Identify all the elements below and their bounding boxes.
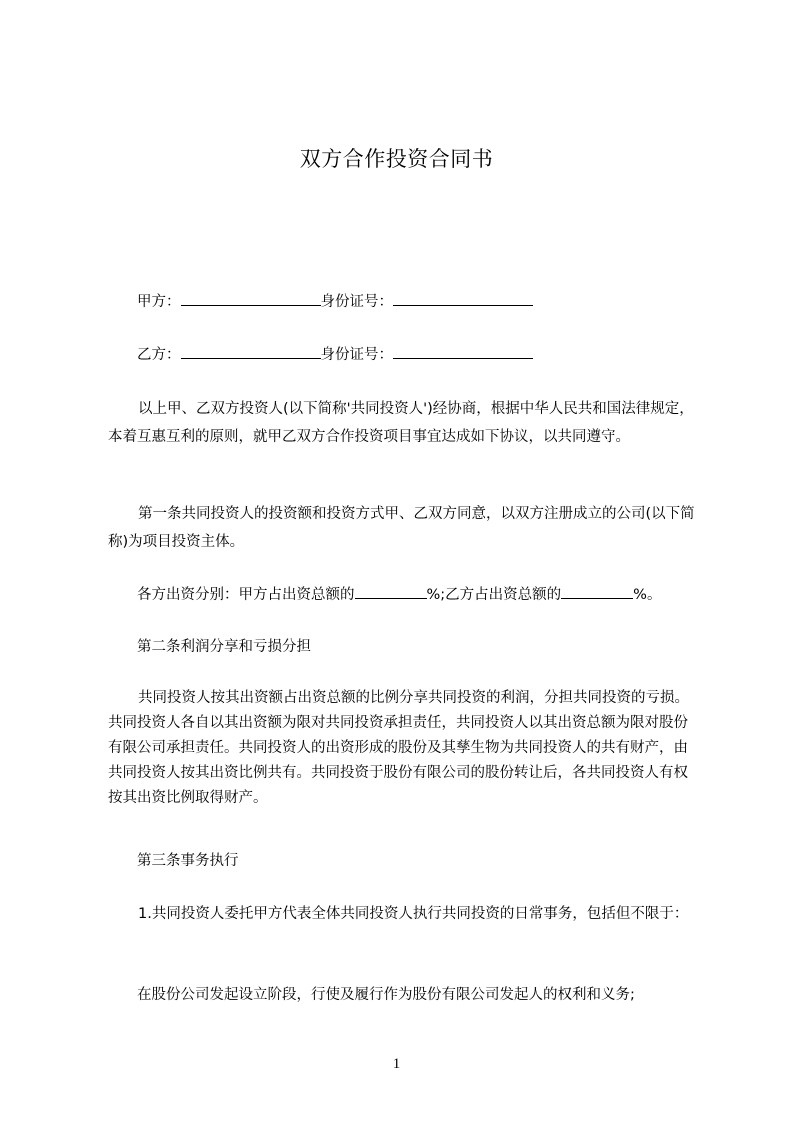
intro-paragraph: 以上甲、乙双方投资人(以下简称'共同投资人')经协商，根据中华人民共和国法律规定，本着互惠互利的原则，就甲乙双方合作投资项目事宜达成如下协议，以共同遵守。	[108, 401, 694, 445]
party-a-label: 甲方：	[137, 294, 181, 310]
party-b-label: 乙方：	[137, 347, 181, 363]
article-3-sub-item: 在股份公司发起设立阶段，行使及履行作为股份有限公司发起人的权利和义务;	[137, 987, 635, 1003]
party-b-line	[137, 344, 533, 365]
contribution-suffix: %。	[633, 587, 662, 603]
contribution-line	[137, 584, 661, 605]
article-2-paragraph: 共同投资人按其出资额占出资总额的比例分享共同投资的利润，分担共同投资的亏损。共同投资人各自以其出资额为限对共同投资承担责任，共同投资人以其出资总额为限对股份有限公司承担责任。共同投资人的出资形成的股份及其孳生物为共同投资人的共有财产，由共同投资人按其出资比例共有。共同投资于股份有限公司的股份转让后，各共同投资人有权按其出资比例取得财产。	[108, 690, 689, 806]
party-a-id-label: 身份证号：	[320, 294, 393, 310]
party-b-percent-blank	[561, 584, 633, 599]
party-a-name-blank	[181, 291, 321, 306]
article-1-paragraph: 第一条共同投资人的投资额和投资方式甲、乙双方同意，以双方注册成立的公司(以下简称)为项目投资主体。	[108, 506, 695, 550]
article-3-item-1: 1.共同投资人委托甲方代表全体共同投资人执行共同投资的日常事务，包括但不限于：	[138, 906, 689, 922]
document-title: 双方合作投资合同书	[299, 147, 494, 171]
article-2-heading: 第二条利润分享和亏损分担	[137, 639, 311, 655]
page-number: 1	[392, 1056, 401, 1072]
contribution-prefix: 各方出资分别：甲方占出资总额的	[137, 587, 355, 603]
party-a-percent-blank	[355, 584, 427, 599]
party-a-id-blank	[393, 291, 533, 306]
party-b-id-label: 身份证号：	[320, 347, 393, 363]
party-b-name-blank	[181, 344, 321, 359]
contribution-middle: %;乙方占出资总额的	[426, 587, 562, 603]
party-b-id-blank	[393, 344, 533, 359]
article-3-heading: 第三条事务执行	[137, 853, 239, 869]
party-a-line	[137, 291, 533, 312]
